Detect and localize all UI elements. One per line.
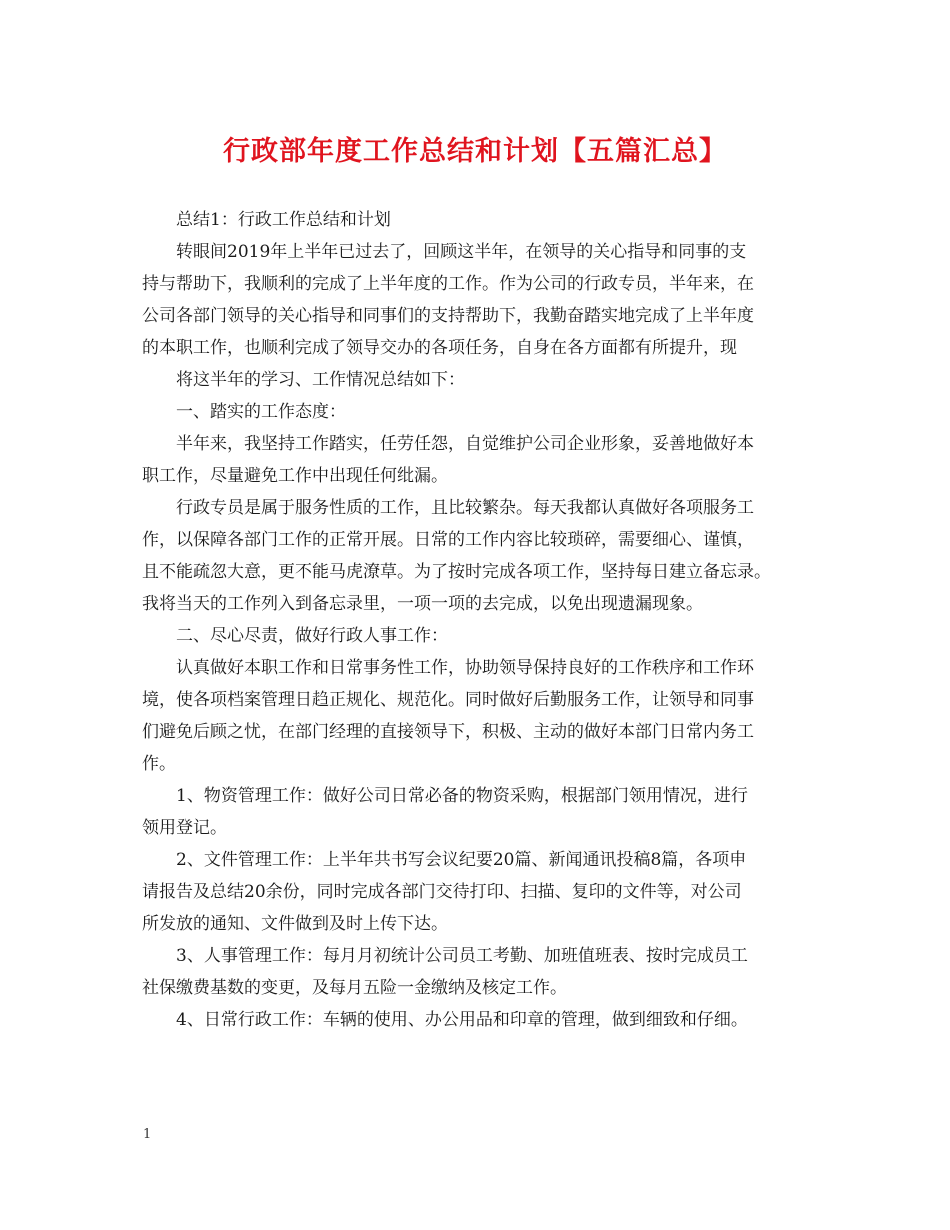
- list-item: 4、日常行政工作：车辆的使用、办公用品和印章的管理，做到细致和仔细。: [176, 1010, 748, 1030]
- body-line: 总结1：行政工作总结和计划: [176, 210, 391, 230]
- body-line: 所发放的通知、文件做到及时上传下达。: [142, 914, 448, 934]
- body-line: 转眼间2019年上半年已过去了，回顾这半年，在领导的关心指导和同事的支: [176, 242, 747, 262]
- body-line: 境，使各项档案管理日趋正规化、规范化。同时做好后勤服务工作，让领导和同事: [142, 690, 754, 710]
- list-item: 2、文件管理工作：上半年共书写会议纪要20篇、新闻通讯投稿8篇，各项申: [176, 850, 747, 870]
- body-line: 社保缴费基数的变更，及每月五险一金缴纳及核定工作。: [142, 978, 567, 998]
- list-item: 3、人事管理工作：每月月初统计公司员工考勤、加班值班表、按时完成员工: [176, 946, 748, 966]
- document-body: [142, 204, 814, 1036]
- document-title: 行政部年度工作总结和计划【五篇汇总】: [223, 136, 727, 167]
- body-line: 将这半年的学习、工作情况总结如下：: [176, 370, 465, 390]
- body-line: 行政专员是属于服务性质的工作，且比较繁杂。每天我都认真做好各项服务工: [176, 498, 754, 518]
- list-item: 1、物资管理工作：做好公司日常必备的物资采购，根据部门领用情况，进行: [176, 786, 748, 806]
- section-heading: 二、尽心尽责，做好行政人事工作：: [176, 626, 448, 646]
- body-line: 持与帮助下，我顺利的完成了上半年度的工作。作为公司的行政专员，半年来，在: [142, 274, 754, 294]
- body-line: 请报告及总结20余份，同时完成各部门交待打印、扫描、复印的文件等，对公司: [142, 882, 742, 902]
- body-line: 认真做好本职工作和日常事务性工作，协助领导保持良好的工作秩序和工作环: [176, 658, 754, 678]
- body-line: 且不能疏忽大意，更不能马虎潦草。为了按时完成各项工作，坚持每日建立备忘录。: [142, 562, 771, 582]
- body-line: 我将当天的工作列入到备忘录里，一项一项的去完成，以免出现遗漏现象。: [142, 594, 703, 614]
- page-number: 1: [143, 1127, 152, 1142]
- body-line: 半年来，我坚持工作踏实，任劳任怨，自觉维护公司企业形象，妥善地做好本: [176, 434, 754, 454]
- body-line: 领用登记。: [142, 818, 227, 838]
- body-line: 作。: [142, 754, 176, 774]
- section-heading: 一、踏实的工作态度：: [176, 402, 346, 422]
- body-line: 公司各部门领导的关心指导和同事们的支持帮助下，我勤奋踏实地完成了上半年度: [142, 306, 754, 326]
- body-line: 们避免后顾之忧，在部门经理的直接领导下，积极、主动的做好本部门日常内务工: [142, 722, 754, 742]
- body-line: 作，以保障各部门工作的正常开展。日常的工作内容比较琐碎，需要细心、谨慎，: [142, 530, 754, 550]
- body-line: 的本职工作，也顺利完成了领导交办的各项任务，自身在各方面都有所提升，现: [142, 338, 737, 358]
- body-line: 职工作，尽量避免工作中出现任何纰漏。: [142, 466, 448, 486]
